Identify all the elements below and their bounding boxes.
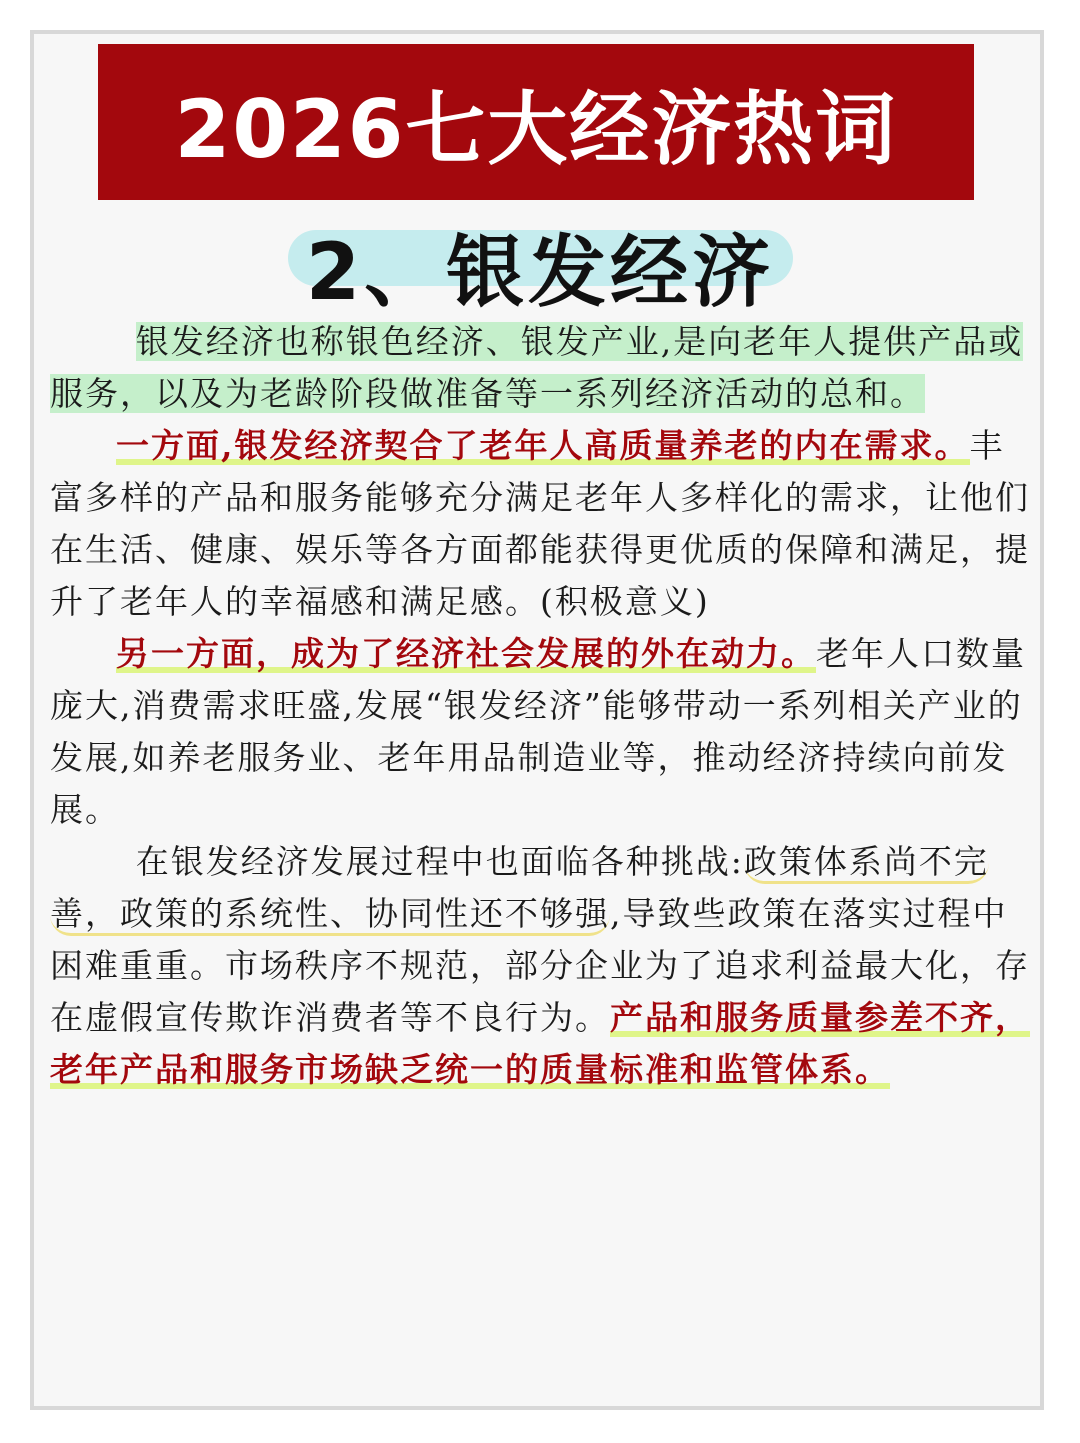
challenges-intro: 在银发经济发展过程中也面临各种挑战:: [135, 842, 744, 881]
highlight-internal-demand: 一方面,银发经济契合了老年人高质量养老的内在需求。: [116, 426, 970, 465]
paragraph-external-driver: [50, 628, 1035, 836]
external-driver-text: 老年人口数量庞大,消费需求旺盛,发展“银发经济”能够带动一系列相关产业的发展,如养老服务业、老年用品制造业等，推动经济持续向前发展。: [50, 634, 1026, 829]
highlight-quality-issue: 产品和服务质量参差不齐，老年产品和服务市场缺乏统一的质量标准和监管体系。: [50, 998, 1030, 1089]
title-banner: [98, 44, 974, 200]
definition-text: 银发经济也称银色经济、银发产业,是向老年人提供产品或服务，以及为老龄阶段做准备等一系列经济活动的总和。: [50, 322, 1024, 413]
challenges-text: ,导致些政策在落实过程中困难重重。市场秩序不规范，部分企业为了追求利益最大化，存在虚假宣传欺诈消费者等不良行为。: [50, 894, 1030, 1037]
circled-policy-text: 政策体系尚不完善，政策的系统性、协同性还不够强: [50, 842, 989, 936]
subtitle-row: [0, 216, 1080, 316]
paragraph-challenges: [50, 836, 1035, 1096]
article-body: [50, 316, 1035, 1096]
paragraph-definition: [50, 316, 1035, 420]
section-subtitle: 2、银发经济: [305, 228, 775, 318]
internal-demand-text: 丰富多样的产品和服务能够充分满足老年人多样化的需求，让他们在生活、健康、娱乐等各方面都能获得更优质的保障和满足，提升了老年人的幸福感和满足感。(积极意义): [50, 426, 1030, 621]
highlight-external-driver: 另一方面，成为了经济社会发展的外在动力。: [116, 634, 816, 673]
paragraph-internal-demand: [50, 420, 1035, 628]
page-title: 2026七大经济热词: [174, 82, 898, 176]
